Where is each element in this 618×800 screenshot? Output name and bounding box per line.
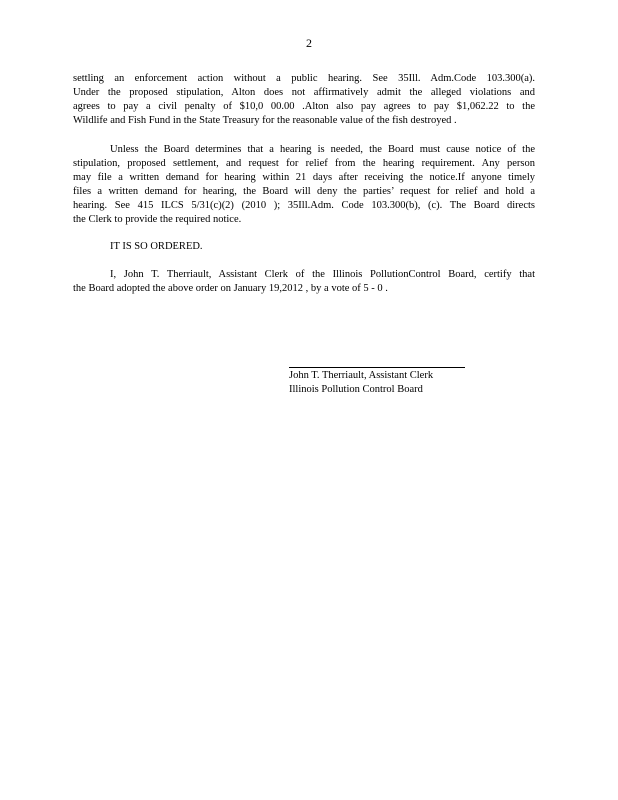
text-line: agrees to pay a civil penalty of $10,0 00.00 .Alton also pay agrees to pay $1,062.22 to the: [73, 101, 535, 112]
text-line: Under the proposed stipulation, Alton does not affirmatively admit the alleged violations and: [73, 87, 535, 98]
order-statement-block: [73, 240, 535, 254]
paragraph-settlement: [73, 72, 535, 128]
signer-organization: Illinois Pollution Control Board: [289, 384, 423, 395]
paragraph-certification: [73, 268, 535, 296]
text-line: files a written demand for hearing, the Board will deny the parties’ request for relief and hold a: [73, 186, 535, 197]
text-line: hearing. See 415 ILCS 5/31(c)(2) (2010 ); 35Ill.Adm. Code 103.300(b), (c). The Board directs: [73, 200, 535, 211]
text-line: the Board adopted the above order on January 19,2012 , by a vote of 5 - 0 .: [73, 283, 388, 294]
text-line: may file a written demand for hearing within 21 days after receiving the notice.If anyone timely: [73, 172, 535, 183]
text-line: I, John T. Therriault, Assistant Clerk of the Illinois PollutionControl Board, certify that: [110, 269, 535, 280]
text-line: stipulation, proposed settlement, and request for relief from the hearing requirement. Any person: [73, 158, 535, 169]
text-line: Wildlife and Fish Fund in the State Treasury for the reasonable value of the fish destroyed .: [73, 115, 457, 126]
order-statement: IT IS SO ORDERED.: [110, 241, 203, 252]
text-line: settling an enforcement action without a public hearing. See 35Ill. Adm.Code 103.300(a).: [73, 73, 535, 84]
text-line: Unless the Board determines that a hearing is needed, the Board must cause notice of the: [110, 144, 535, 155]
text-line: the Clerk to provide the required notice.: [73, 214, 242, 225]
signer-name-title: John T. Therriault, Assistant Clerk: [289, 370, 434, 381]
paragraph-hearing-notice: [73, 143, 535, 227]
page-number: 2: [306, 36, 312, 50]
signature-block: [289, 369, 433, 397]
signature-line: [289, 367, 465, 368]
